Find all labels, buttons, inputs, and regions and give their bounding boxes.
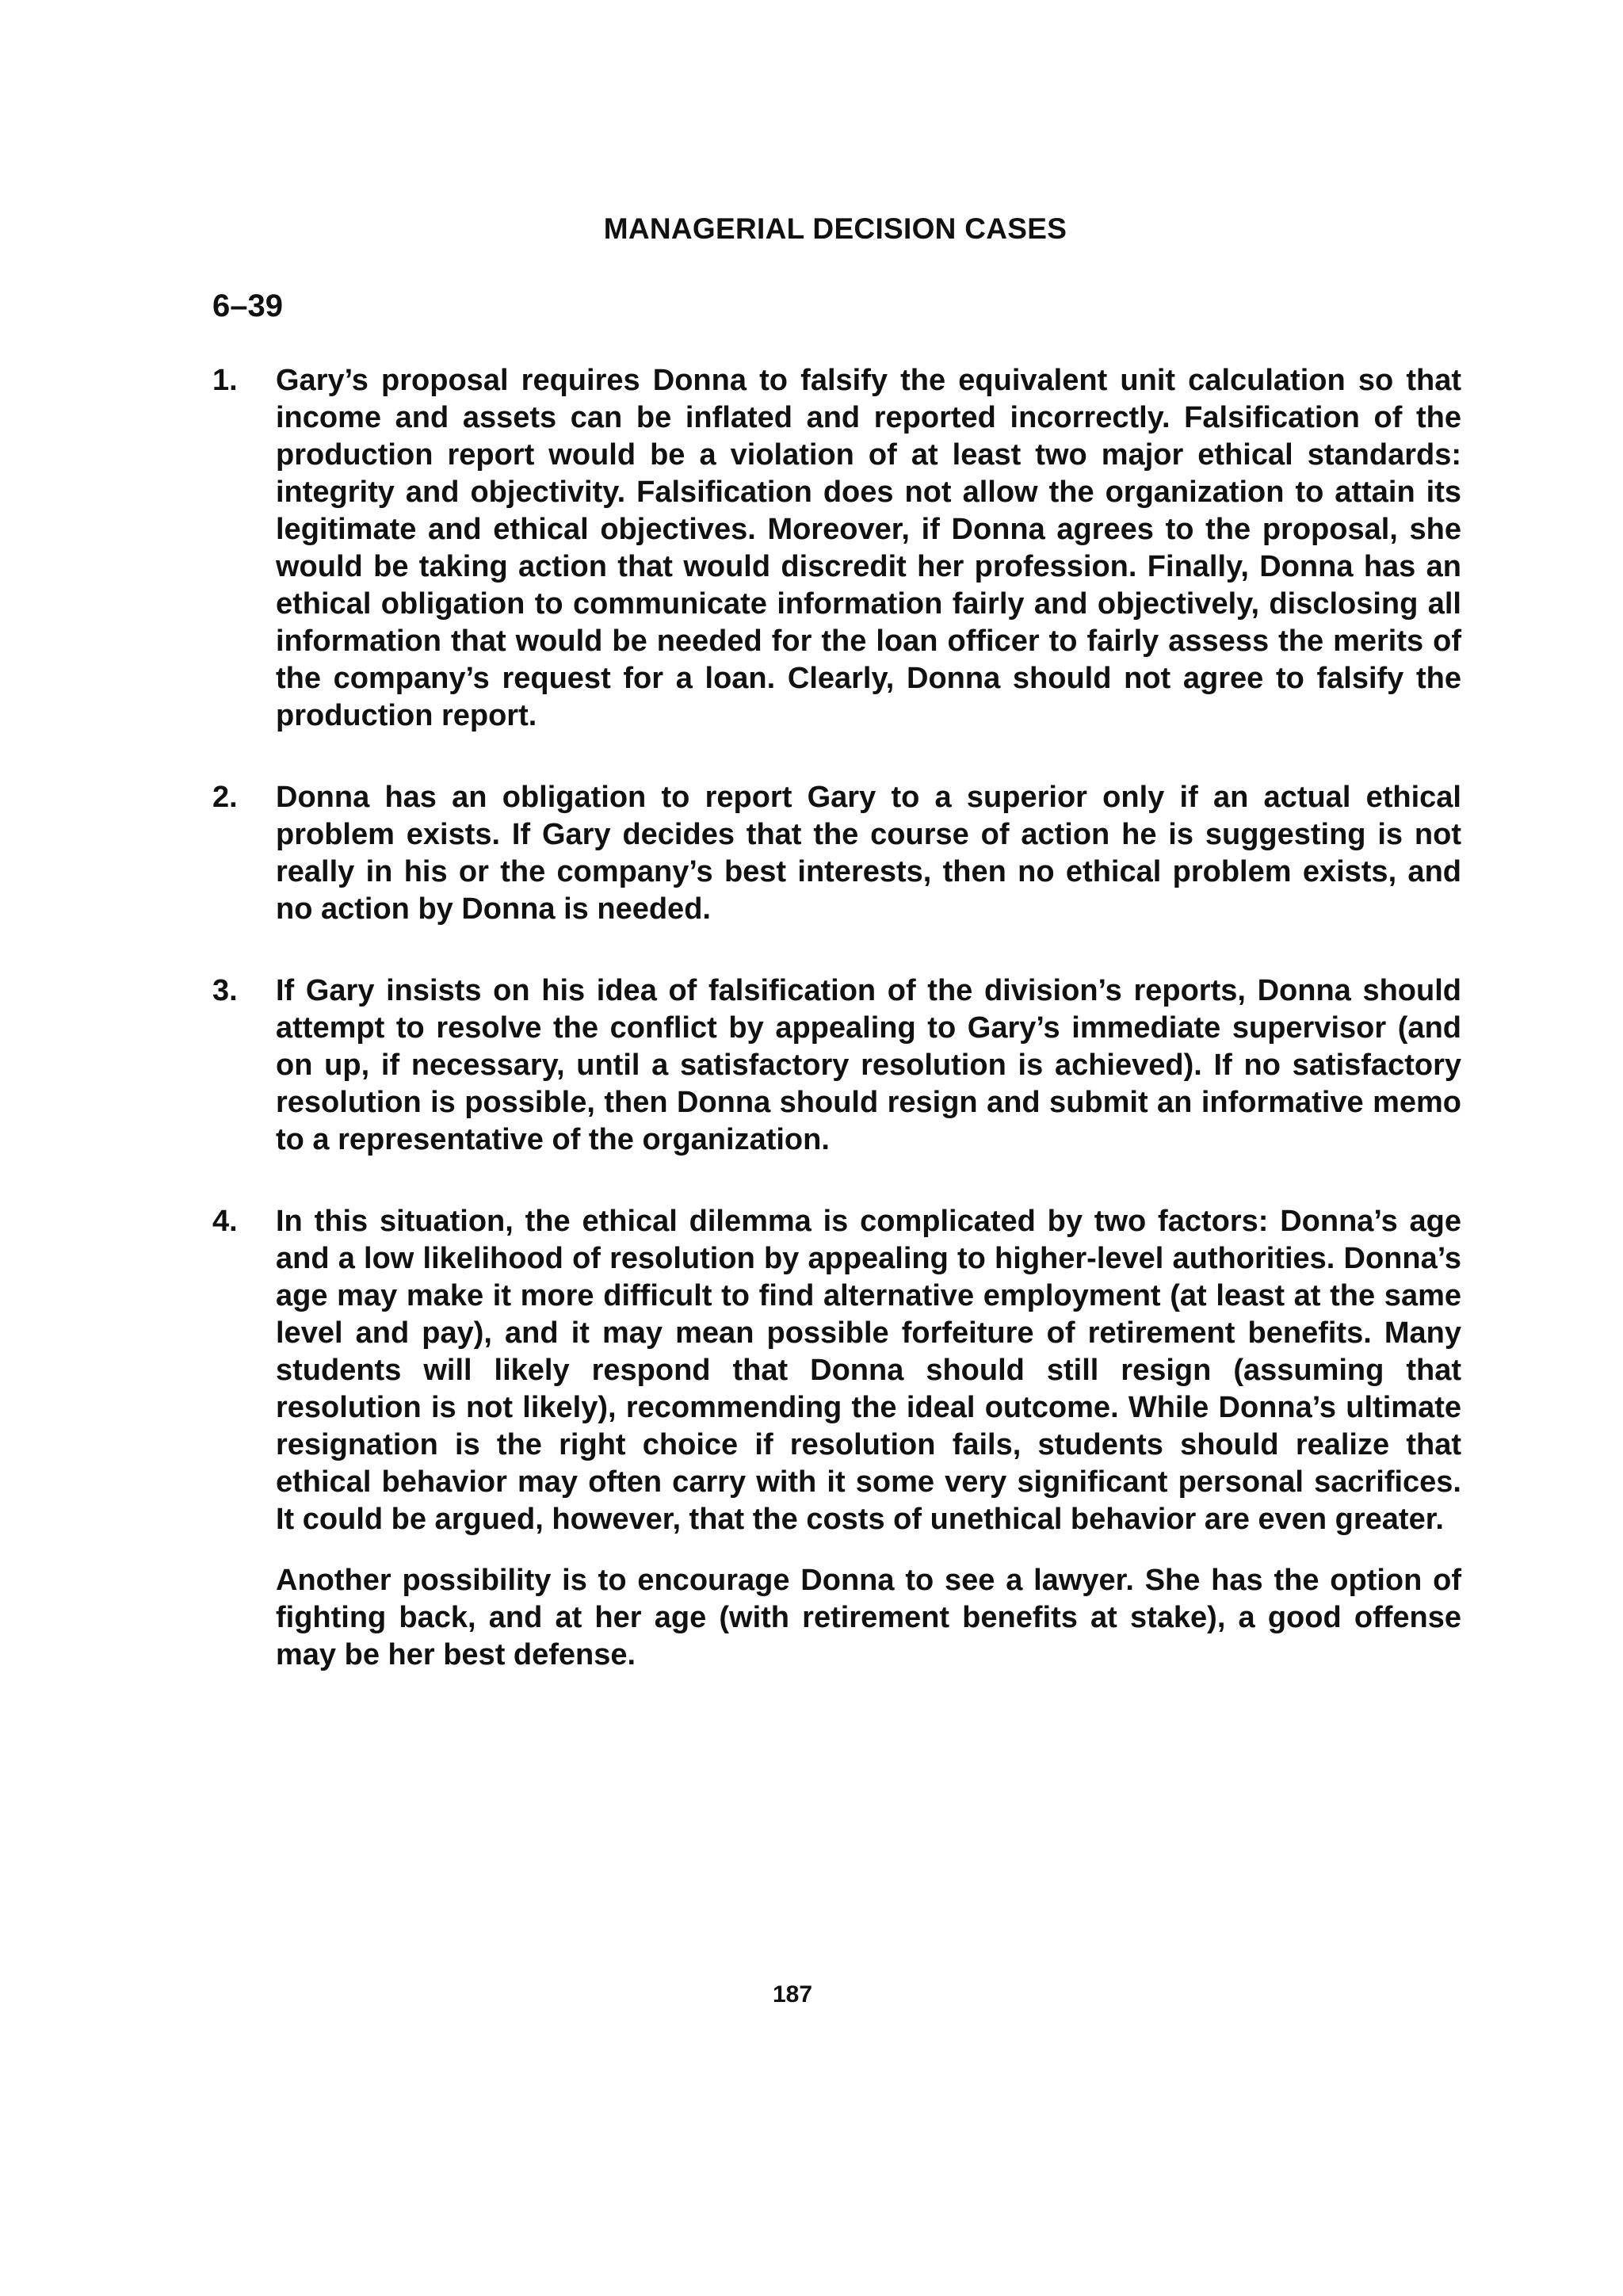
answer-number: 4. [212, 1205, 238, 1238]
answer-number: 1. [212, 364, 238, 397]
page-number: 187 [772, 1981, 813, 2008]
answer-paragraph: In this situation, the ethical dilemma is complicated by two factors: Donna’s age and a low likelihood of resolution by appealing to higher-level authorities. Donna’s age may make it more difficult to find alternative employment (at least at the same level and pay), and it may mean possible forfeiture of retirement benefits. Many students will likely respond that Donna should still resign (assuming that resolution is not likely), recommending the ideal outcome. While Donna’s ultimate resignation is the right choice if resolution fails, students should realize that ethical behavior may often carry with it some very significant personal sacrifices. It could be argued, however, that the costs of unethical behavior are even greater. [276, 1205, 1461, 1536]
answer-paragraph: Another possibility is to encourage Donna to see a lawyer. She has the option of fighting back, and at her age (with retirement benefits at stake), a good offense may be her best defense. [276, 1564, 1461, 1671]
page-title: MANAGERIAL DECISION CASES [603, 212, 1067, 245]
answer-paragraph: If Gary insists on his idea of falsification of the division’s reports, Donna should attempt to resolve the conflict by appealing to Gary’s immediate supervisor (and on up, if necessary, until a satisfactory resolution is achieved). If no satisfactory resolution is possible, then Donna should resign and submit an informative memo to a representative of the organization. [276, 974, 1461, 1156]
answer-paragraph: Donna has an obligation to report Gary to a superior only if an actual ethical problem exists. If Gary decides that the course of action he is suggesting is not really in his or the company’s best interests, then no ethical problem exists, and no action by Donna is needed. [276, 781, 1461, 926]
answer-item-2 [212, 779, 1461, 928]
answer-item-4 [212, 1203, 1461, 1674]
answer-number: 3. [212, 974, 238, 1007]
answer-item-1 [212, 362, 1461, 735]
problem-number: 6–39 [212, 288, 283, 323]
answer-paragraph: Gary’s proposal requires Donna to falsify the equivalent unit calculation so that income and assets can be inflated and reported incorrectly. Falsification of the production report would be a violation of at least two major ethical standards: integrity and objectivity. Falsification does not allow the organization to attain its legitimate and ethical objectives. Moreover, if Donna agrees to the proposal, she would be taking action that would discredit her profession. Finally, Donna has an ethical obligation to communicate information fairly and objectively, disclosing all information that would be needed for the loan officer to fairly assess the merits of the company’s request for a loan. Clearly, Donna should not agree to falsify the production report. [276, 364, 1461, 732]
answer-item-3 [212, 972, 1461, 1159]
answer-number: 2. [212, 781, 238, 814]
answer-list [212, 362, 1461, 1674]
